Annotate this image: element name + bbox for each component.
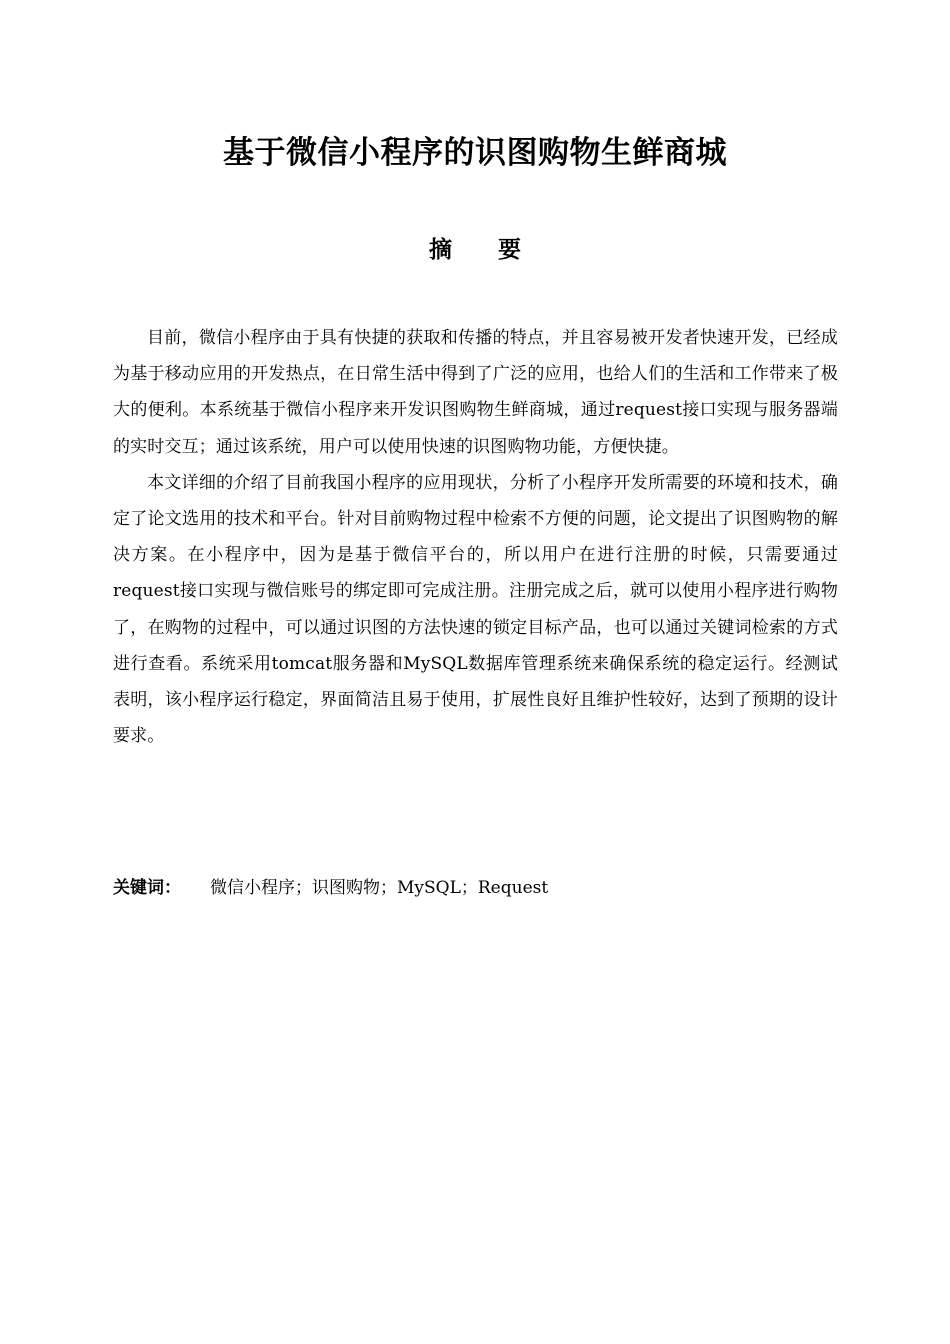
keywords-label: 关键词：	[113, 878, 181, 898]
document-title: 基于微信小程序的识图购物生鲜商城	[223, 135, 727, 171]
abstract-heading: 摘 要	[429, 237, 521, 263]
abstract-paragraph-1: 目前，微信小程序由于具有快捷的获取和传播的特点，并且容易被开发者快速开发，已经成为基于移动应用的开发热点，在日常生活中得到了广泛的应用，也给人们的生活和工作带来了极大的便利。本系统基于微信小程序来开发识图购物生鲜商城，通过request接口实现与服务器端的实时交互；通过该系统，用户可以使用快速的识图购物功能，方便快捷。	[113, 328, 838, 457]
keywords-line	[113, 870, 838, 906]
abstract-body	[113, 320, 838, 754]
abstract-paragraph-2: 本文详细的介绍了目前我国小程序的应用现状，分析了小程序开发所需要的环境和技术，确定了论文选用的技术和平台。针对目前购物过程中检索不方便的问题，论文提出了识图购物的解决方案。在小程序中，因为是基于微信平台的，所以用户在进行注册的时候，只需要通过request接口实现与微信账号的绑定即可完成注册。注册完成之后，就可以使用小程序进行购物了，在购物的过程中，可以通过识图的方法快速的锁定目标产品，也可以通过关键词检索的方式进行查看。系统采用tomcat服务器和MySQL数据库管理系统来确保系统的稳定运行。经测试表明，该小程序运行稳定，界面简洁且易于使用，扩展性良好且维护性较好，达到了预期的设计要求。	[113, 472, 838, 747]
keywords-text: 微信小程序；识图购物；MySQL；Request	[210, 878, 549, 898]
